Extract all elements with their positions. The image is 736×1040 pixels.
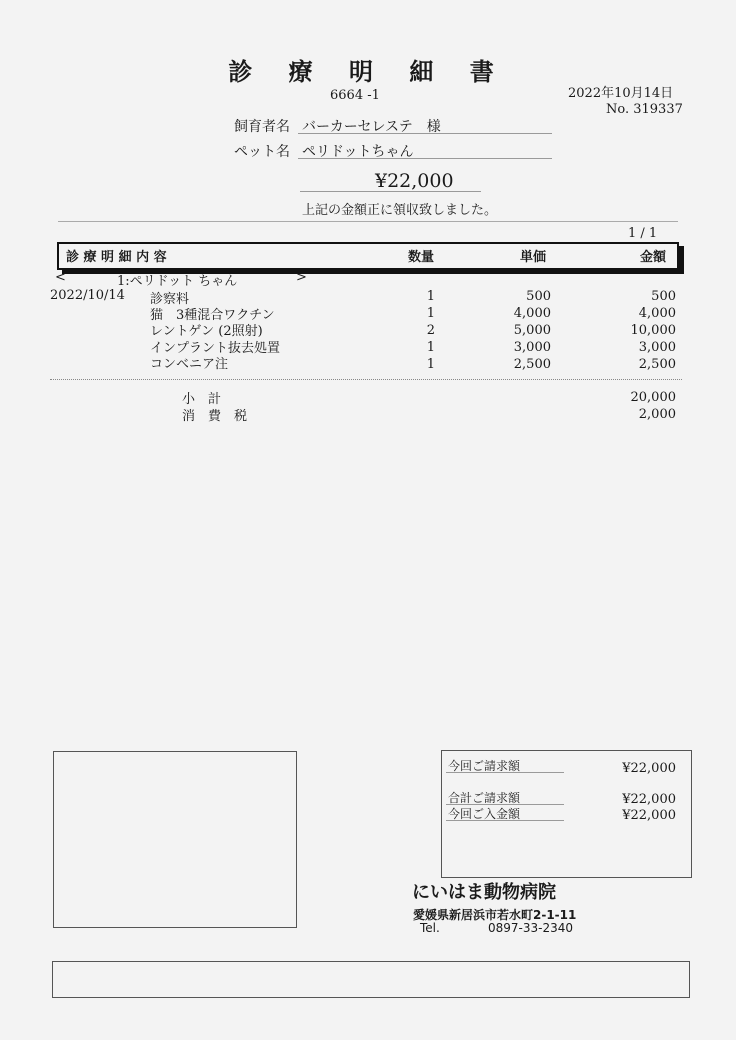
row-total: 4,000: [638, 306, 676, 321]
pet-section-label: 1:ペリドット ちゃん: [117, 274, 238, 289]
clinic-address: 愛媛県新居浜市若水町2-1-11: [413, 908, 577, 922]
header-content: 診 療 明 細 内 容: [66, 250, 167, 265]
treatment-date: 2022/10/14: [50, 288, 125, 303]
row-unit: 2,500: [513, 357, 551, 372]
divider: [58, 221, 678, 222]
total-billing-label: 合計ご請求額: [448, 791, 521, 805]
current-billing-value: ¥22,000: [622, 761, 676, 776]
pet-name: ペリドットちゃん: [302, 144, 414, 160]
billing-underline: [446, 772, 564, 773]
document-number: 6664 -1: [330, 88, 380, 103]
clinic-tel-label: Tel.: [420, 921, 440, 935]
row-item: 診察料: [150, 292, 190, 307]
header-amount: 金額: [640, 250, 667, 265]
total-billing-value: ¥22,000: [622, 792, 676, 807]
header-qty: 数量: [408, 250, 435, 265]
header-unit-price: 単価: [520, 250, 547, 265]
row-item: インプラント抜去処置: [150, 341, 281, 356]
row-qty: 1: [426, 340, 435, 355]
current-billing-label: 今回ご請求額: [448, 759, 521, 773]
receipt-note: 上記の金額正に領収致しました。: [302, 203, 498, 218]
subtotal-label: 小 計: [182, 392, 222, 407]
received-amount: ¥22,000: [375, 170, 454, 192]
receipt-number: No. 319337: [606, 102, 683, 117]
clinic-name: にいはま動物病院: [412, 882, 556, 903]
remarks-box: [52, 961, 690, 998]
clinic-tel: 0897-33-2340: [488, 921, 574, 935]
prev-pet-arrow: <: [55, 270, 66, 285]
row-qty: 1: [426, 306, 435, 321]
row-total: 10,000: [630, 323, 676, 338]
issue-date: 2022年10月14日: [568, 86, 674, 101]
row-total: 3,000: [638, 340, 676, 355]
row-total: 500: [651, 289, 676, 304]
row-item: コンベニア注: [150, 357, 229, 372]
row-unit: 5,000: [513, 323, 551, 338]
tax-value: 2,000: [638, 407, 676, 422]
paid-amount-label: 今回ご入金額: [448, 807, 521, 821]
row-item: レントゲン (2照射): [150, 324, 263, 339]
page-indicator: 1 / 1: [628, 226, 658, 241]
pet-underline: [298, 158, 552, 159]
stamp-box: [53, 751, 297, 928]
next-pet-arrow: >: [296, 270, 307, 285]
billing-underline: [446, 820, 564, 821]
document-title: 診 療 明 細 書: [228, 57, 508, 86]
row-unit: 3,000: [513, 340, 551, 355]
row-total: 2,500: [638, 357, 676, 372]
row-qty: 2: [426, 323, 435, 338]
amount-underline: [300, 191, 481, 192]
row-qty: 1: [426, 289, 435, 304]
pet-label: ペット名: [234, 144, 290, 160]
owner-name: バーカーセレステ 様: [302, 119, 441, 135]
dotted-divider: [50, 379, 682, 380]
paid-amount-value: ¥22,000: [622, 808, 676, 823]
owner-label: 飼育者名: [234, 119, 290, 135]
owner-underline: [298, 133, 552, 134]
row-item: 猫 3種混合ワクチン: [150, 308, 275, 323]
row-unit: 4,000: [513, 306, 551, 321]
subtotal-value: 20,000: [630, 390, 676, 405]
row-unit: 500: [526, 289, 551, 304]
tax-label: 消 費 税: [182, 409, 248, 424]
row-qty: 1: [426, 357, 435, 372]
